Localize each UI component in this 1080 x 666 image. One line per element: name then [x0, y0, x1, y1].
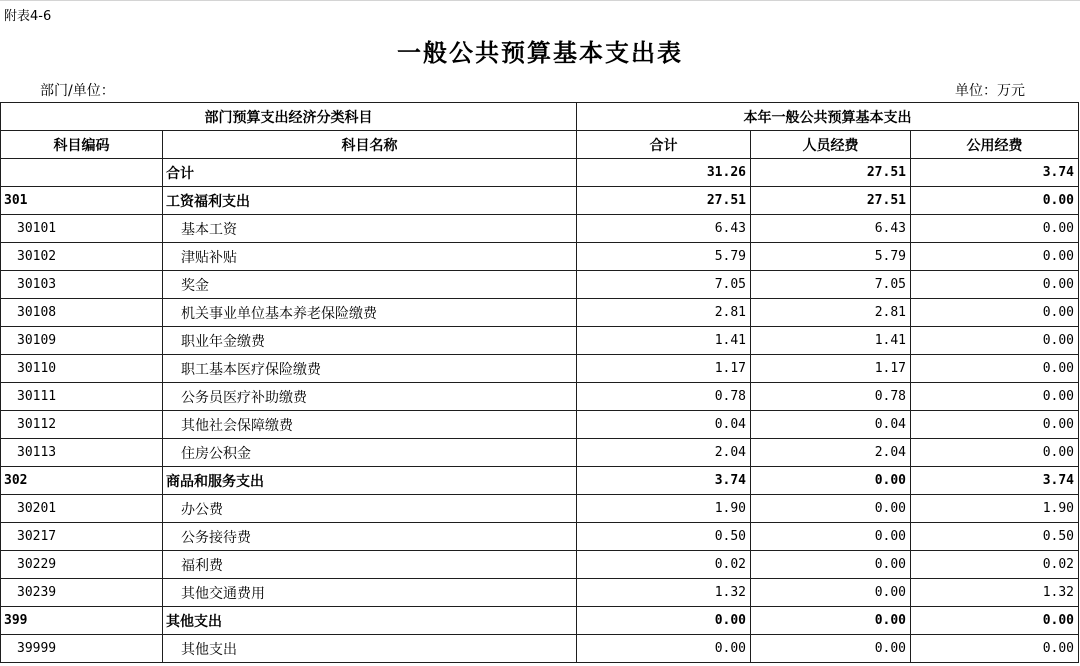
group-header-classification: 部门预算支出经济分类科目 — [1, 103, 577, 131]
name-cell: 其他支出 — [163, 635, 577, 663]
personnel-cost-cell: 1.41 — [751, 327, 911, 355]
appendix-reference: 附表4-6 — [4, 9, 52, 24]
total-cell: 7.05 — [577, 271, 751, 299]
name-cell: 职工基本医疗保险缴费 — [163, 355, 577, 383]
table-row — [1, 327, 1079, 355]
table-row — [1, 551, 1079, 579]
personnel-cost-cell: 7.05 — [751, 271, 911, 299]
total-cell: 0.00 — [577, 607, 751, 635]
table-row — [1, 271, 1079, 299]
code-cell: 30111 — [1, 383, 163, 411]
code-cell: 399 — [1, 607, 163, 635]
public-cost-cell: 0.00 — [911, 635, 1079, 663]
table-row — [1, 215, 1079, 243]
code-cell: 39999 — [1, 635, 163, 663]
public-cost-cell: 0.00 — [911, 187, 1079, 215]
total-cell: 5.79 — [577, 243, 751, 271]
code-cell: 30108 — [1, 299, 163, 327]
table-row — [1, 523, 1079, 551]
table-row — [1, 383, 1079, 411]
total-cell: 1.32 — [577, 579, 751, 607]
name-cell: 福利费 — [163, 551, 577, 579]
code-cell: 30109 — [1, 327, 163, 355]
table-row — [1, 607, 1079, 635]
total-cell: 2.81 — [577, 299, 751, 327]
code-cell: 30102 — [1, 243, 163, 271]
personnel-cost-cell: 2.81 — [751, 299, 911, 327]
department-label: 部门/单位： — [40, 83, 115, 99]
code-cell: 30201 — [1, 495, 163, 523]
public-cost-cell: 0.00 — [911, 271, 1079, 299]
total-cell: 0.02 — [577, 551, 751, 579]
public-cost-cell: 3.74 — [911, 159, 1079, 187]
name-cell: 其他支出 — [163, 607, 577, 635]
public-cost-cell: 0.02 — [911, 551, 1079, 579]
name-cell: 职业年金缴费 — [163, 327, 577, 355]
column-header-row — [1, 131, 1079, 159]
personnel-cost-cell: 0.00 — [751, 467, 911, 495]
table-row — [1, 579, 1079, 607]
public-cost-cell: 0.00 — [911, 327, 1079, 355]
name-cell: 住房公积金 — [163, 439, 577, 467]
code-cell: 30101 — [1, 215, 163, 243]
name-cell: 商品和服务支出 — [163, 467, 577, 495]
total-cell: 0.00 — [577, 635, 751, 663]
name-cell: 工资福利支出 — [163, 187, 577, 215]
public-cost-cell: 1.90 — [911, 495, 1079, 523]
personnel-cost-cell: 0.00 — [751, 579, 911, 607]
column-header-code: 科目编码 — [1, 131, 163, 159]
table-row — [1, 187, 1079, 215]
name-cell: 奖金 — [163, 271, 577, 299]
total-cell: 31.26 — [577, 159, 751, 187]
table-body — [1, 159, 1079, 663]
public-cost-cell: 0.00 — [911, 411, 1079, 439]
page-title: 一般公共预算基本支出表 — [397, 38, 683, 67]
total-cell: 3.74 — [577, 467, 751, 495]
personnel-cost-cell: 0.00 — [751, 607, 911, 635]
total-cell: 1.90 — [577, 495, 751, 523]
table-row — [1, 411, 1079, 439]
column-header-total: 合计 — [577, 131, 751, 159]
table-row — [1, 495, 1079, 523]
personnel-cost-cell: 0.04 — [751, 411, 911, 439]
code-cell: 30110 — [1, 355, 163, 383]
name-cell: 机关事业单位基本养老保险缴费 — [163, 299, 577, 327]
table-row — [1, 635, 1079, 663]
public-cost-cell: 0.00 — [911, 439, 1079, 467]
code-cell: 30217 — [1, 523, 163, 551]
personnel-cost-cell: 0.00 — [751, 551, 911, 579]
code-cell: 30239 — [1, 579, 163, 607]
public-cost-cell: 0.00 — [911, 243, 1079, 271]
unit-label: 单位：万元 — [955, 83, 1025, 99]
table-row — [1, 439, 1079, 467]
name-cell: 公务接待费 — [163, 523, 577, 551]
total-cell: 2.04 — [577, 439, 751, 467]
group-header-basic-expenditure: 本年一般公共预算基本支出 — [577, 103, 1079, 131]
total-cell: 1.17 — [577, 355, 751, 383]
personnel-cost-cell: 2.04 — [751, 439, 911, 467]
code-cell: 30113 — [1, 439, 163, 467]
total-cell: 0.78 — [577, 383, 751, 411]
total-cell: 0.50 — [577, 523, 751, 551]
total-cell: 0.04 — [577, 411, 751, 439]
public-cost-cell: 0.00 — [911, 355, 1079, 383]
personnel-cost-cell: 1.17 — [751, 355, 911, 383]
public-cost-cell: 1.32 — [911, 579, 1079, 607]
code-cell: 30103 — [1, 271, 163, 299]
name-cell: 其他社会保障缴费 — [163, 411, 577, 439]
code-cell: 301 — [1, 187, 163, 215]
personnel-cost-cell: 0.00 — [751, 635, 911, 663]
name-cell: 津贴补贴 — [163, 243, 577, 271]
total-cell: 6.43 — [577, 215, 751, 243]
public-cost-cell: 0.50 — [911, 523, 1079, 551]
table-row — [1, 243, 1079, 271]
table-row — [1, 467, 1079, 495]
budget-table — [0, 102, 1079, 663]
public-cost-cell: 0.00 — [911, 383, 1079, 411]
personnel-cost-cell: 0.00 — [751, 523, 911, 551]
name-cell: 其他交通费用 — [163, 579, 577, 607]
total-cell: 27.51 — [577, 187, 751, 215]
column-header-name: 科目名称 — [163, 131, 577, 159]
public-cost-cell: 0.00 — [911, 215, 1079, 243]
table-row — [1, 299, 1079, 327]
name-cell: 公务员医疗补助缴费 — [163, 383, 577, 411]
personnel-cost-cell: 0.78 — [751, 383, 911, 411]
personnel-cost-cell: 6.43 — [751, 215, 911, 243]
table-row — [1, 355, 1079, 383]
public-cost-cell: 0.00 — [911, 607, 1079, 635]
code-cell: 302 — [1, 467, 163, 495]
public-cost-cell: 0.00 — [911, 299, 1079, 327]
code-cell: 30229 — [1, 551, 163, 579]
name-cell: 基本工资 — [163, 215, 577, 243]
code-cell — [1, 159, 163, 187]
column-header-public: 公用经费 — [911, 131, 1079, 159]
table-row — [1, 159, 1079, 187]
personnel-cost-cell: 27.51 — [751, 159, 911, 187]
total-cell: 1.41 — [577, 327, 751, 355]
column-header-personnel: 人员经费 — [751, 131, 911, 159]
personnel-cost-cell: 5.79 — [751, 243, 911, 271]
personnel-cost-cell: 27.51 — [751, 187, 911, 215]
group-header-row — [1, 103, 1079, 131]
personnel-cost-cell: 0.00 — [751, 495, 911, 523]
public-cost-cell: 3.74 — [911, 467, 1079, 495]
name-cell: 办公费 — [163, 495, 577, 523]
code-cell: 30112 — [1, 411, 163, 439]
name-cell: 合计 — [163, 159, 577, 187]
